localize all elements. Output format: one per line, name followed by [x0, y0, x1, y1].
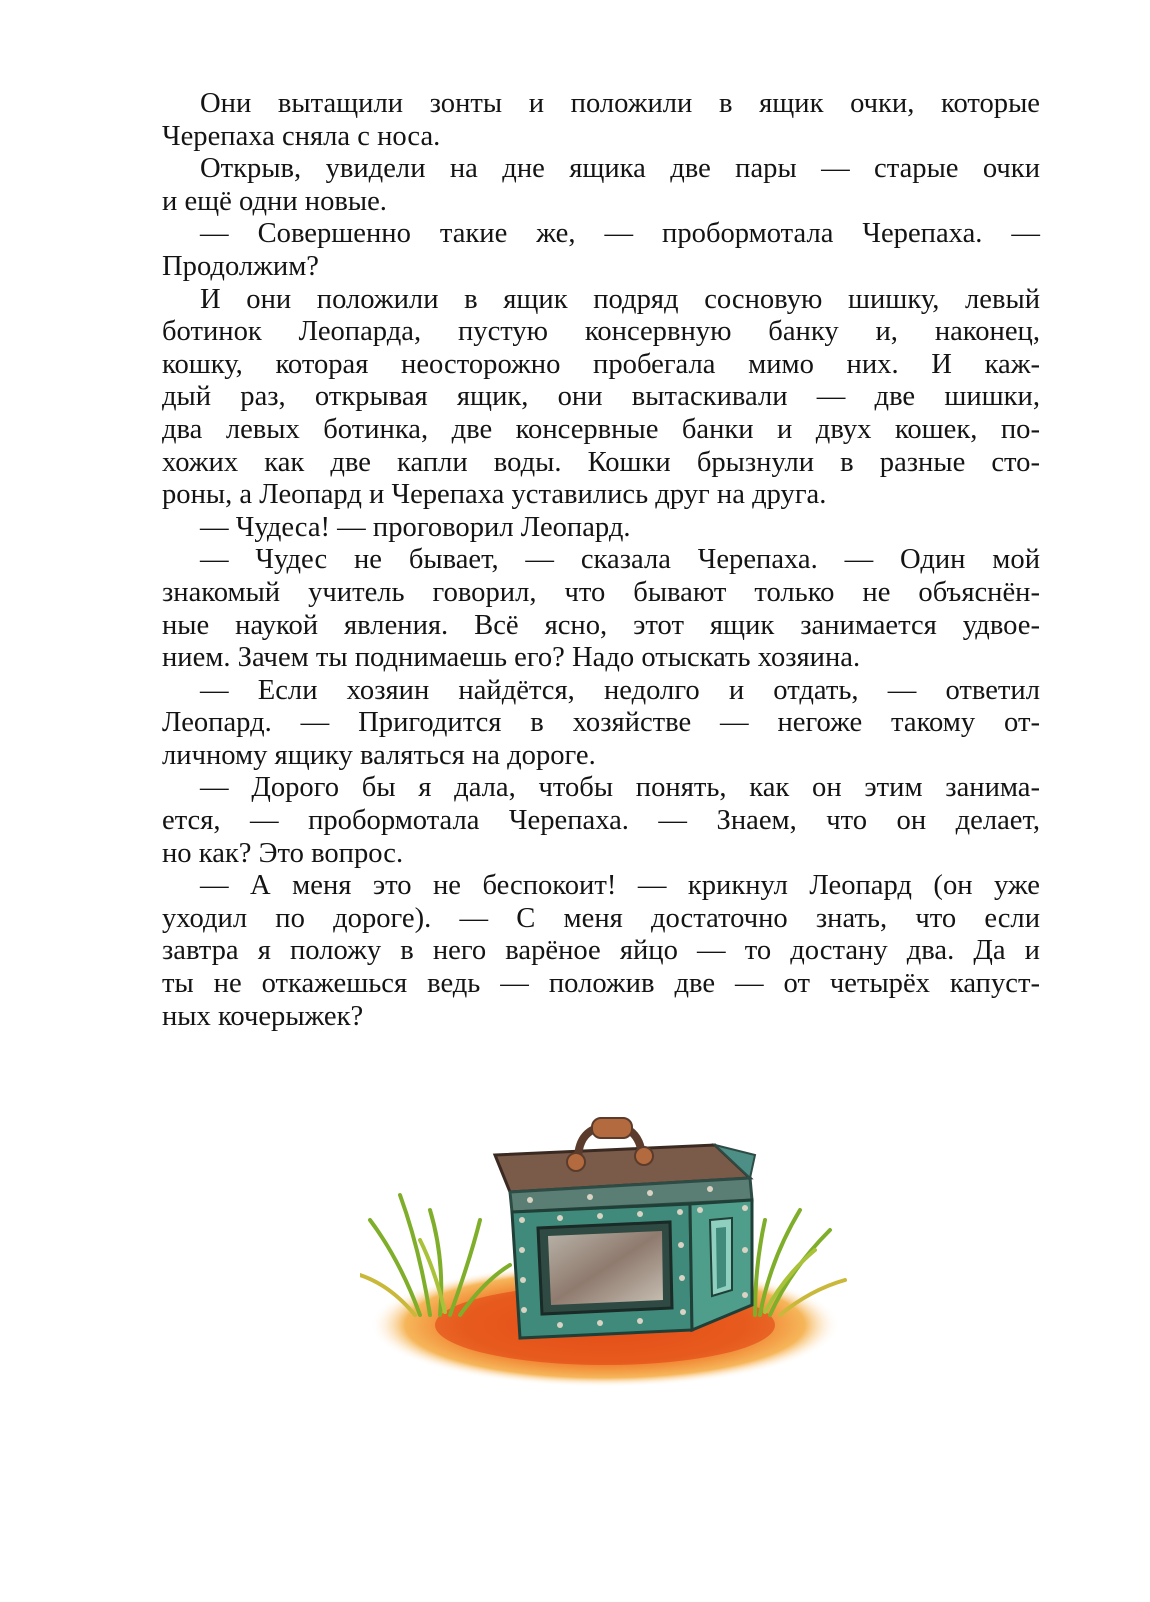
- text-line: уходил по дороге). — С меня достаточно знать, что если: [162, 902, 1040, 934]
- text-line: роны, а Леопард и Черепаха уставились друг на друга.: [162, 479, 827, 511]
- box: [495, 1118, 755, 1338]
- text-line: личному ящику валяться на дороге.: [162, 739, 596, 771]
- text-line: — Чудес не бывает, — сказала Черепаха. — Один мой: [200, 544, 1040, 576]
- text-line: Черепаха сняла с носа.: [162, 120, 441, 152]
- text-line: нием. Зачем ты поднимаешь его? Надо отыскать хозяина.: [162, 642, 861, 674]
- text-line: кошку, которая неосторожно пробегала мимо них. И каж-: [162, 348, 1040, 380]
- text-line: — Если хозяин найдётся, недолго и отдать, — ответил: [200, 674, 1040, 706]
- text-line: И они положили в ящик подряд сосновую шишку, левый: [200, 283, 1040, 315]
- text-line: дый раз, открывая ящик, они вытаскивали — две шишки,: [162, 381, 1040, 413]
- text-line: ботинок Леопарда, пустую консервную банку и, наконец,: [162, 316, 1040, 348]
- text-line: — Чудеса! — проговорил Леопард.: [200, 511, 631, 543]
- text-line: но как? Это вопрос.: [162, 837, 404, 869]
- text-line: ные наукой явления. Всё ясно, этот ящик занимается удвое-: [162, 609, 1040, 641]
- text-line: ных кочерыжек?: [162, 1000, 364, 1032]
- story-text: [162, 88, 1040, 1033]
- text-line: и ещё одни новые.: [162, 185, 387, 217]
- text-line: завтра я положу в него варёное яйцо — то достану два. Да и: [162, 935, 1040, 967]
- text-line: ется, — пробормотала Черепаха. — Знаем, что он делает,: [162, 805, 1040, 837]
- text-line: Открыв, увидели на дне ящика две пары — старые очки: [200, 153, 1040, 185]
- box-illustration: [360, 1100, 850, 1400]
- text-line: знакомый учитель говорил, что бывают только не объяснён-: [162, 576, 1040, 608]
- text-line: — Дорого бы я дала, чтобы понять, как он этим занима-: [200, 772, 1040, 804]
- text-line: два левых ботинка, две консервные банки и двух кошек, по-: [162, 413, 1040, 445]
- text-line: — А меня это не беспокоит! — крикнул Леопард (он уже: [200, 870, 1040, 902]
- text-line: хожих как две капли воды. Кошки брызнули в разные сто-: [162, 446, 1040, 478]
- text-line: — Совершенно такие же, — пробормотала Черепаха. —: [200, 218, 1040, 250]
- text-line: Леопард. — Пригодится в хозяйстве — негоже такому от-: [162, 707, 1040, 739]
- text-line: ты не откажешься ведь — положив две — от четырёх капуст-: [162, 968, 1040, 1000]
- text-line: Они вытащили зонты и положили в ящик очки, которые: [200, 88, 1040, 119]
- text-line: Продолжим?: [162, 250, 320, 282]
